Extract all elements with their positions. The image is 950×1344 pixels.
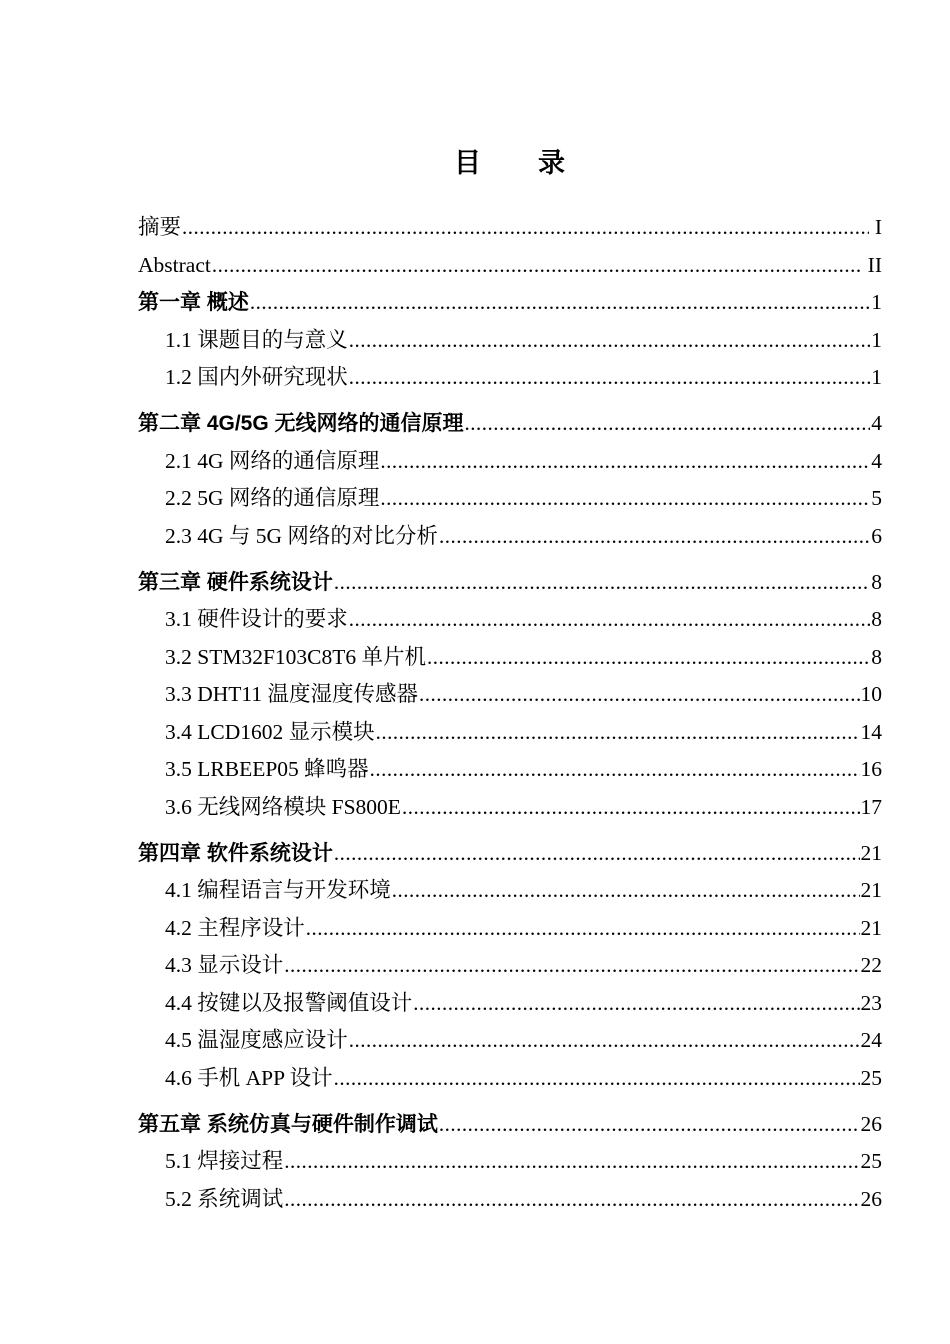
toc-entry[interactable]	[138, 910, 882, 948]
toc-entry-label: 4.3 显示设计	[165, 953, 284, 977]
toc-leader-dots	[465, 405, 871, 443]
toc-entry[interactable]	[138, 284, 882, 322]
toc-title: 目 录	[454, 148, 566, 178]
toc-entry[interactable]	[138, 985, 882, 1023]
toc-entry-label: 3.5 LRBEEP05 蜂鸣器	[165, 757, 369, 781]
toc-entry[interactable]	[138, 480, 882, 518]
toc-entry-page: 23	[860, 990, 882, 1015]
toc-entry-page: 1	[871, 327, 882, 352]
toc-entry[interactable]	[138, 789, 882, 827]
toc-entry-label: 2.1 4G 网络的通信原理	[165, 448, 380, 473]
toc-leader-dots	[439, 1106, 860, 1144]
toc-leader-dots	[334, 835, 860, 873]
toc-entry[interactable]	[138, 564, 882, 602]
toc-entry[interactable]	[138, 518, 882, 556]
toc-entry-label: 第二章 4G/5G 无线网络的通信原理	[138, 412, 464, 435]
toc-entry-label: 2.2 5G 网络的通信原理	[165, 486, 380, 510]
toc-leader-dots	[376, 714, 860, 752]
toc-leader-dots	[284, 947, 859, 985]
toc-leader-dots	[284, 1181, 859, 1219]
toc-leader-dots	[402, 789, 860, 827]
toc-entry[interactable]	[138, 1106, 882, 1144]
toc-entry-label: 3.2 STM32F103C8T6 单片机	[165, 644, 427, 669]
toc-leader-dots	[349, 601, 870, 639]
toc-leader-dots	[334, 1060, 860, 1098]
toc-entry-page: 26	[860, 1111, 882, 1136]
toc-entry-label: 第五章 系统仿真与硬件制作调试	[138, 1112, 438, 1136]
toc-entry[interactable]	[138, 751, 882, 789]
toc-leader-dots	[392, 872, 860, 910]
toc-entry-label: 第四章 软件系统设计	[138, 841, 333, 865]
toc-leader-dots	[306, 910, 860, 948]
toc-entry[interactable]	[138, 872, 882, 910]
toc-entry-label: 3.3 DHT11 温度湿度传感器	[165, 682, 419, 706]
toc-entry-label: Abstract	[138, 252, 211, 277]
toc-leader-dots	[349, 1022, 860, 1060]
toc-entry[interactable]	[138, 639, 882, 677]
toc-entry[interactable]	[138, 714, 882, 752]
toc-leader-dots	[284, 1143, 859, 1181]
toc-entry[interactable]	[138, 1143, 882, 1181]
toc-entry-page: 16	[860, 757, 882, 781]
toc-entry-label: 1.2 国内外研究现状	[165, 365, 348, 389]
toc-entry-label: 4.6 手机 APP 设计	[165, 1065, 333, 1090]
toc-entry-page: 22	[860, 953, 882, 977]
toc-entry-page: 4	[871, 411, 882, 435]
toc-entry-label: 3.4 LCD1602 显示模块	[165, 719, 375, 744]
toc-leader-dots	[250, 284, 870, 322]
toc-leader-dots	[349, 322, 870, 360]
toc-entry-page: 21	[860, 915, 882, 940]
toc-content	[138, 148, 882, 1218]
toc-leader-dots	[380, 443, 870, 481]
toc-entry-page: I	[874, 215, 882, 239]
toc-entry-page: 1	[871, 290, 882, 314]
toc-entry-page: 1	[871, 365, 882, 389]
toc-entry-page: 26	[860, 1186, 882, 1211]
toc-entry-label: 第三章 硬件系统设计	[138, 570, 333, 594]
toc-entry-label: 4.1 编程语言与开发环境	[165, 878, 391, 902]
toc-entry[interactable]	[138, 359, 882, 397]
toc-leader-dots	[334, 564, 870, 602]
toc-leader-dots	[380, 480, 870, 518]
toc-leader-dots	[427, 639, 870, 677]
toc-entry-page: 21	[860, 840, 882, 865]
toc-entry-page: 17	[860, 794, 882, 819]
toc-entry[interactable]	[138, 601, 882, 639]
toc-entry-page: 10	[860, 682, 882, 706]
toc-entry-page: 14	[860, 719, 882, 744]
toc-entry-page: 8	[871, 569, 882, 594]
toc-entry-page: 8	[871, 607, 882, 631]
toc-entry-label: 3.1 硬件设计的要求	[165, 607, 348, 631]
toc-entry[interactable]	[138, 835, 882, 873]
toc-entry[interactable]	[138, 443, 882, 481]
toc-entry[interactable]	[138, 676, 882, 714]
toc-entry-label: 3.6 无线网络模块 FS800E	[165, 794, 401, 819]
toc-entry-page: 25	[860, 1065, 882, 1090]
toc-entry-label: 4.5 温湿度感应设计	[165, 1028, 348, 1052]
toc-leader-dots	[439, 518, 870, 556]
toc-entry-label: 1.1 课题目的与意义	[165, 327, 348, 352]
toc-leader-dots	[419, 676, 859, 714]
toc-leader-dots	[212, 247, 862, 285]
toc-entry[interactable]	[138, 209, 882, 247]
toc-leader-dots	[370, 751, 860, 789]
toc-list	[138, 209, 882, 1218]
toc-entry[interactable]	[138, 405, 882, 443]
toc-entry[interactable]	[138, 1022, 882, 1060]
toc-entry-page: 25	[860, 1149, 882, 1173]
toc-entry-page: 4	[871, 448, 882, 473]
toc-leader-dots	[413, 985, 859, 1023]
toc-entry-label: 4.2 主程序设计	[165, 915, 305, 940]
toc-entry-page: 24	[860, 1028, 882, 1052]
toc-entry-label: 2.3 4G 与 5G 网络的对比分析	[165, 523, 438, 548]
toc-entry[interactable]	[138, 322, 882, 360]
toc-entry-page: 8	[871, 644, 882, 669]
toc-entry[interactable]	[138, 1181, 882, 1219]
toc-entry-page: 21	[860, 878, 882, 902]
toc-entry-label: 4.4 按键以及报警阈值设计	[165, 990, 413, 1015]
toc-entry[interactable]	[138, 947, 882, 985]
toc-entry-label: 第一章 概述	[138, 291, 249, 314]
toc-entry-label: 5.2 系统调试	[165, 1186, 284, 1211]
toc-entry-label: 5.1 焊接过程	[165, 1149, 284, 1173]
toc-entry-page: 6	[871, 523, 882, 548]
toc-entry[interactable]	[138, 247, 882, 285]
toc-entry-page: 5	[871, 486, 882, 510]
toc-leader-dots	[349, 359, 870, 397]
toc-entry[interactable]	[138, 1060, 882, 1098]
toc-entry-label: 摘要	[138, 215, 182, 239]
toc-entry-page: II	[867, 252, 882, 277]
toc-leader-dots	[182, 209, 869, 247]
